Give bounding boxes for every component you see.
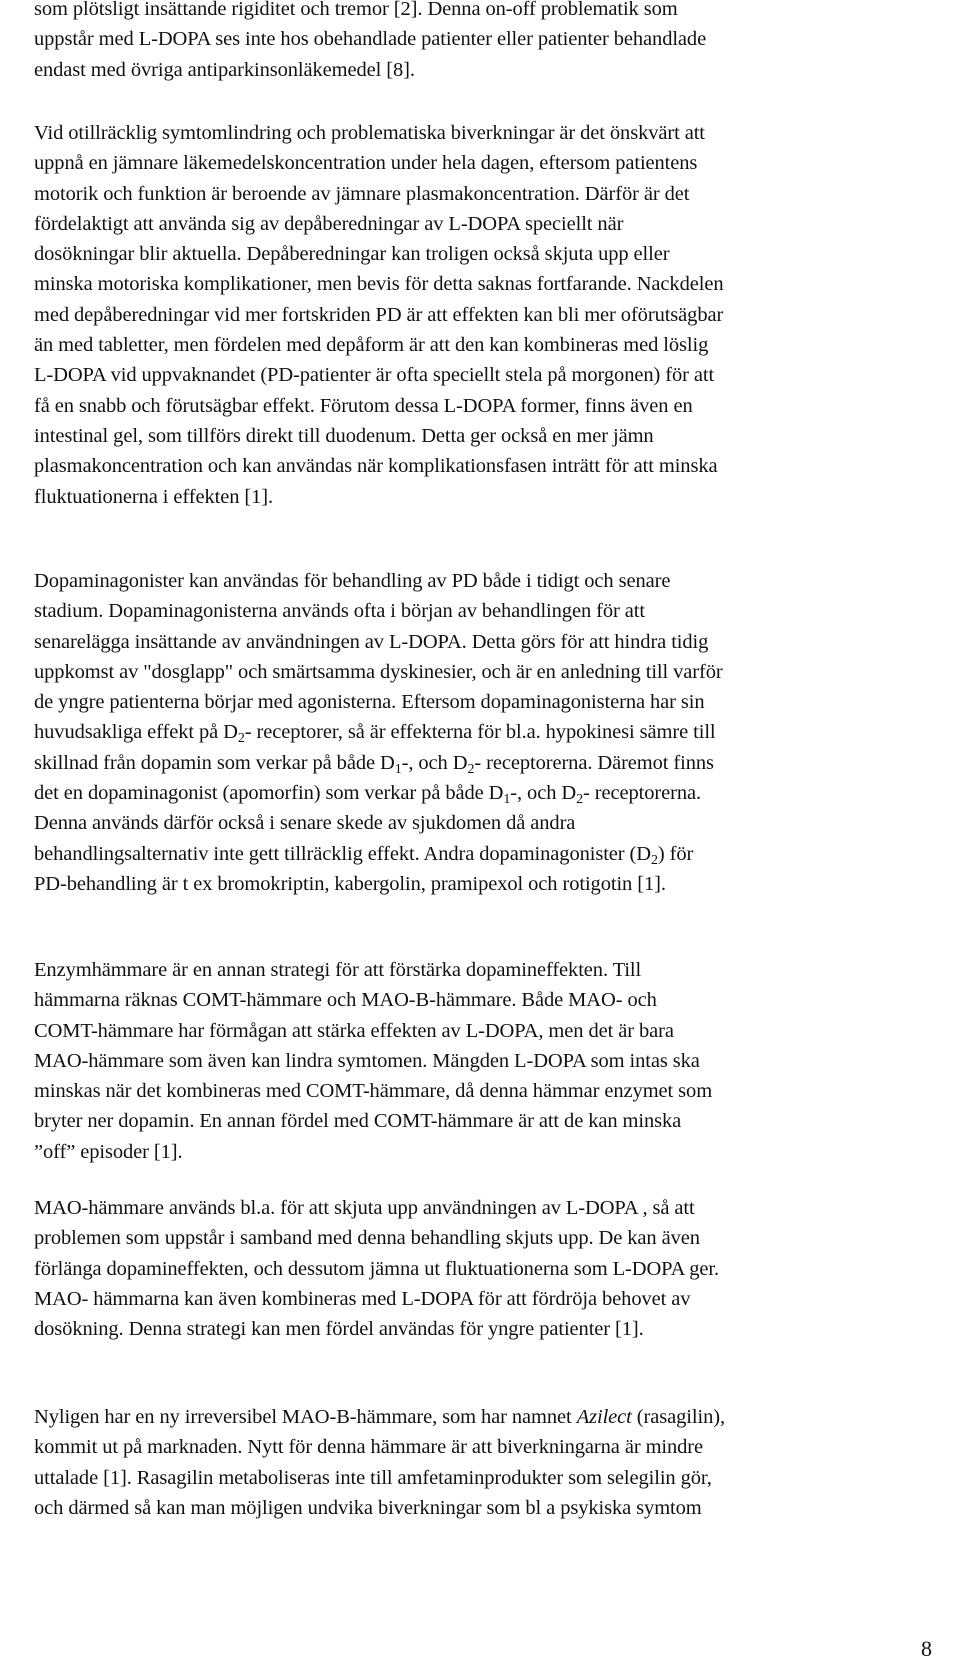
text-line: hämmarna räknas COMT-hämmare och MAO-B-hämmare. Både MAO- och [34,989,657,1012]
text-line: och därmed så kan man möjligen undvika biverkningar som bl a psykiska symtom [34,1496,702,1519]
text-line: Dopaminagonister kan användas för behandling av PD både i tidigt och senare [34,570,671,592]
text-line: intestinal gel, som tillförs direkt till duodenum. Detta ger också en mer jämn [34,424,654,447]
text-line: problemen som uppstår i samband med denna behandling skjuts upp. De kan även [34,1227,700,1250]
paragraph-dopamine-agonists [34,566,723,899]
text-line: kommit ut på marknaden. Nytt för denna hämmare är att biverkningarna är mindre [34,1436,704,1459]
paragraph-depot-formulations [34,118,723,512]
text-line: minska motoriska komplikationer, men bevis för detta saknas fortfarande. Nackdelen [34,273,724,296]
text-line: MAO-hämmare som även kan lindra symtomen. Mängden L-DOPA som intas ska [34,1049,700,1072]
text-line: det en dopaminagonist (apomorfin) som verkar på både $D_1-$, och $D_2-$ receptorerna. [34,782,701,808]
text-line: fördelaktigt att använda sig av depåberedningar av L-DOPA speciellt när [34,212,624,235]
text-line: stadium. Dopaminagonisterna används ofta i början av behandlingen för att [34,600,645,623]
text-line: huvudsakliga effekt på $D_2-$ receptorer, så är effekterna för bl.a. hypokinesi sämre till [34,721,716,747]
text-line: uppstår med L-DOPA ses inte hos obehandlade patienter eller patienter behandlade [34,28,707,51]
text-line: Nyligen har en ny irreversibel MAO-B-hämmare, som har namnet Azilect (rasagilin), [34,1406,725,1428]
text-line: dosökning. Denna strategi kan men fördel användas för yngre patienter [1]. [34,1318,644,1341]
text-line: förlänga dopamineffekten, och dessutom jämna ut fluktuationerna som L-DOPA ger. [34,1257,719,1280]
text-line: dosökningar blir aktuella. Depåberedningar kan troligen också skjuta upp eller [34,243,670,266]
text-line: få en snabb och förutsägbar effekt. Förutom dessa L-DOPA former, finns även en [34,394,693,417]
text-line: COMT-hämmare har förmågan att stärka effekten av L-DOPA, men det är bara [34,1019,674,1042]
paragraph-lopa-on-off [34,0,706,85]
text-line: bryter ner dopamin. En annan fördel med COMT-hämmare är att de kan minska [34,1110,682,1133]
paragraph-enzyme-inhibitors [34,955,712,1167]
paragraph-mao-inhibitors [34,1193,719,1344]
text-line: fluktuationerna i effekten [1]. [34,485,274,508]
text-line: de yngre patienterna börjar med agonisterna. Eftersom dopaminagonisterna har sin [34,691,705,714]
text-line: som plötsligt insättande rigiditet och tremor [2]. Denna on-off problematik som [34,0,678,20]
text-line: Vid otillräcklig symtomlindring och problematiska biverkningar är det önskvärt att [34,122,705,144]
text-line: än med tabletter, men fördelen med depåform är att den kan kombineras med löslig [34,334,709,357]
text-line: Denna används därför också i senare skede av sjukdomen då andra [34,812,576,835]
text-line: Enzymhämmare är en annan strategi för att förstärka dopamineffekten. Till [34,959,642,981]
text-line: uppnå en jämnare läkemedelskoncentration under hela dagen, eftersom patientens [34,152,698,175]
text-line: med depåberedningar vid mer fortskriden PD är att effekten kan bli mer oförutsägbar [34,303,724,326]
text-line: minskas när det kombineras med COMT-hämmare, då denna hämmar enzymet som [34,1080,713,1103]
text-line: senarelägga insättande av användningen av L-DOPA. Detta görs för att hindra tidig [34,630,709,653]
text-line: MAO- hämmarna kan även kombineras med L-DOPA för att fördröja behovet av [34,1287,691,1310]
text-line: MAO-hämmare används bl.a. för att skjuta upp användningen av L-DOPA , så att [34,1197,695,1219]
text-line: motorik och funktion är beroende av jämnare plasmakoncentration. Därför är det [34,182,690,205]
page-number: 8 [921,1636,932,1661]
text-line: uppkomst av "dosglapp" och smärtsamma dyskinesier, och är en anledning till varför [34,660,723,683]
text-line: uttalade [1]. Rasagilin metaboliseras inte till amfetaminprodukter som selegilin gör, [34,1466,712,1489]
text-line: ”off” episoder [1]. [34,1140,183,1163]
text-line: PD-behandling är t ex bromokriptin, kabergolin, pramipexol och rotigotin [1]. [34,872,666,895]
text-line: L-DOPA vid uppvaknandet (PD-patienter är ofta speciellt stela på morgonen) för att [34,364,715,387]
text-line: skillnad från dopamin som verkar på både $D_1-$, och $D_2-$ receptorerna. Däremot finns [34,751,714,777]
paragraph-azilect [34,1402,725,1523]
text-line: plasmakoncentration och kan användas när komplikationsfasen inträtt för att minska [34,455,718,478]
text-line: behandlingsalternativ inte gett tillräcklig effekt. Andra dopaminagonister $(D_2)$ för [34,842,694,868]
text-line: endast med övriga antiparkinsonläkemedel [8]. [34,58,415,81]
